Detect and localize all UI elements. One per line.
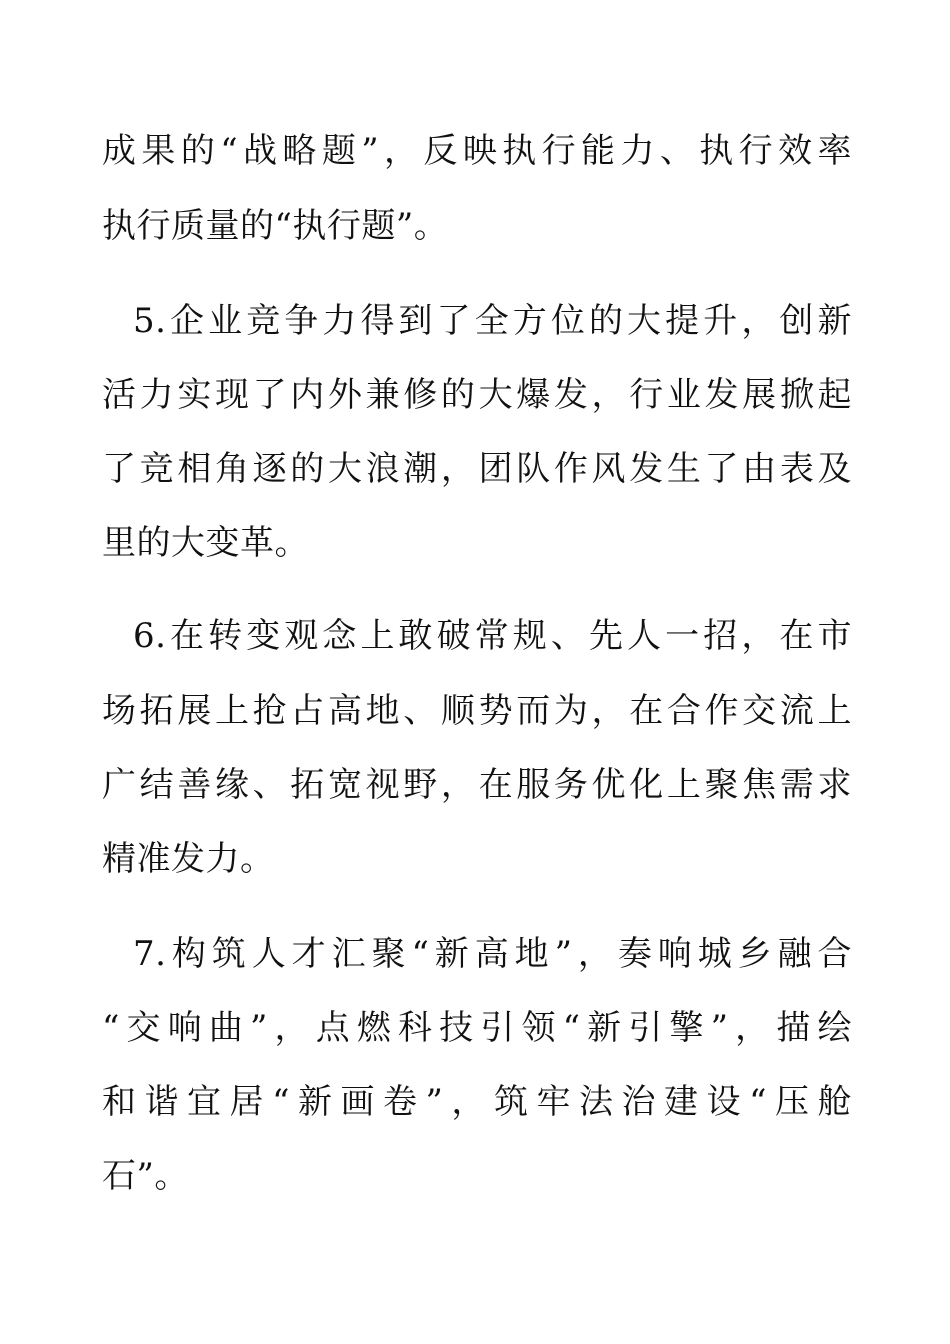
text-line: 里的大变革。	[102, 523, 309, 563]
paragraph-7-first-line: 7.构筑人才汇聚“新高地”，奏响城乡融合	[133, 934, 852, 974]
text-line: 广结善缘、拓宽视野，在服务优化上聚焦需求	[102, 765, 852, 805]
text-line: 成果的“战略题”，反映执行能力、执行效率	[102, 131, 852, 171]
text-line: 了竞相角逐的大浪潮，团队作风发生了由表及	[102, 449, 852, 489]
paragraph-5-first-line: 5.企业竞争力得到了全方位的大提升，创新	[133, 301, 852, 341]
text-line: 活力实现了内外兼修的大爆发，行业发展掀起	[102, 375, 852, 415]
text-line: 执行质量的“执行题”。	[102, 206, 449, 246]
text-line: 和谐宜居“新画卷”，筑牢法治建设“压舱	[102, 1082, 852, 1122]
text-line: 场拓展上抢占高地、顺势而为，在合作交流上	[102, 691, 852, 731]
paragraph-6-first-line: 6.在转变观念上敢破常规、先人一招，在市	[133, 616, 852, 656]
text-line: 精准发力。	[102, 839, 275, 879]
text-line: “交响曲”，点燃科技引领“新引擎”，描绘	[102, 1008, 852, 1048]
text-line: 石”。	[102, 1156, 189, 1196]
